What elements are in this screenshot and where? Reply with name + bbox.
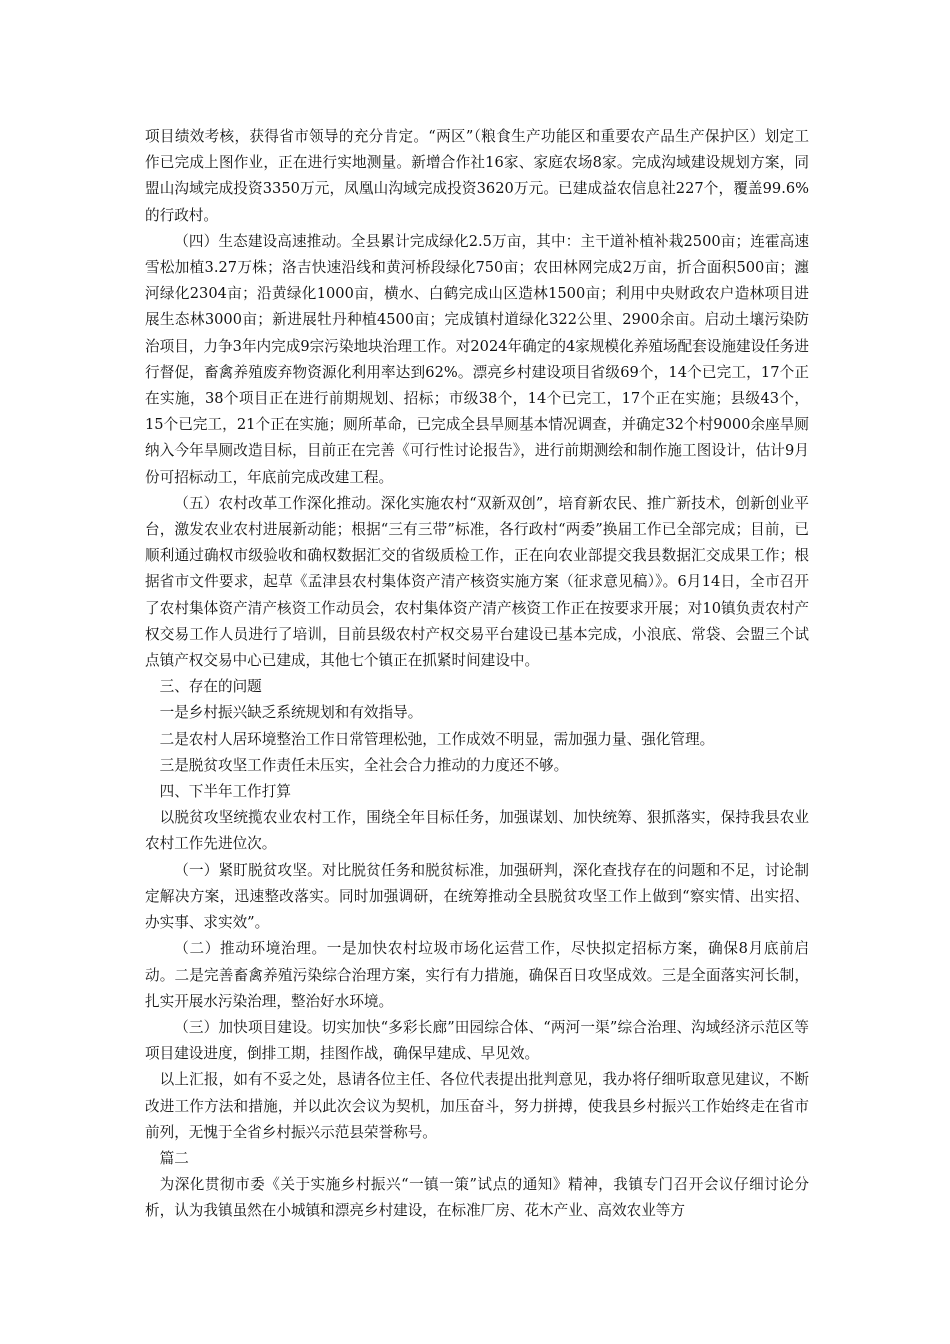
paragraph-intro-continued: 项目绩效考核，获得省市领导的充分肯定。“两区”（粮食生产功能区和重要农产品生产保护区）划定工作已完成上图作业，正在进行实地测量。新增合作社16家、家庭农场8家。完成沟域建设规划方案，同盟山沟域完成投资3350万元，凤凰山沟域完成投资3620万元。已建成益农信息社227个，覆盖99.6%的行政村。 (145, 128, 809, 224)
paragraph-rural-reform: （五）农村改革工作深化推动。深化实施农村“双新双创”，培育新农民、推广新技术，创新创业平台，激发农业农村进展新动能；根据“三有三带”标准，各行政村“两委”换届工作已全部完成；目前，已顺利通过确权市级验收和确权数据汇交的省级质检工作，正在向农业部提交我县数据汇交成果工作；根据省市文件要求，起草《孟津县农村集体资产清产核资实施方案（征求意见稿）》。6月14日，全市召开了农村集体资产清产核资工作动员会，农村集体资产清产核资工作正在按要求开展；对10镇负责农村产权交易工作人员进行了培训，目前县级农村产权交易平台建设已基本完成，小浪底、常袋、会盟三个试点镇产权交易中心已建成，其他七个镇正在抓紧时间建设中。 (145, 494, 809, 670)
document-body (145, 124, 809, 1225)
paragraph-plan-intro: 以脱贫攻坚统揽农业农村工作，围绕全年目标任务，加强谋划、加快统筹、狠抓落实，保持我县农业农村工作先进位次。 (145, 809, 809, 853)
problem-item-3: 三是脱贫攻坚工作责任未压实，全社会合力推动的力度还不够。 (159, 756, 569, 774)
plan-item-poverty: （一）紧盯脱贫攻坚。对比脱贫任务和脱贫标准，加强研判，深化查找存在的问题和不足，讨论制定解决方案，迅速整改落实。同时加强调研，在统筹推动全县脱贫攻坚工作上做到“察实情、出实招、办实事、求实效”。 (145, 861, 809, 932)
paragraph-closing: 以上汇报，如有不妥之处，恳请各位主任、各位代表提出批判意见，我办将仔细听取意见建议，不断改进工作方法和措施，并以此次会议为契机，加压奋斗，努力拼搏，使我县乡村振兴工作始终走在省市前列，无愧于全省乡村振兴示范县荣誉称号。 (145, 1071, 809, 1141)
problem-item-2: 二是农村人居环境整治工作日常管理松弛，工作成效不明显，需加强力量、强化管理。 (159, 730, 715, 748)
section-heading-part-two: 篇二 (159, 1149, 189, 1167)
paragraph-ecology: （四）生态建设高速推动。全县累计完成绿化2.5万亩，其中：主干道补植补栽2500亩；连霍高速雪松加植3.27万株；洛吉快速沿线和黄河桥段绿化750亩；农田林网完成2万亩，折合面积500亩；瀍河绿化2304亩；沿黄绿化1000亩，横水、白鹤完成山区造林1500亩；利用中央财政农户造林项目进展生态林3000亩；新进展牡丹种植4500亩；完成镇村道绿化322公里、2900余亩。启动土壤污染防治项目，力争3年内完成9宗污染地块治理工作。对2024年确定的4家规模化养殖场配套设施建设任务进行督促，畜禽养殖废弃物资源化利用率达到62%。漂亮乡村建设项目省级69个，14个已完工，17个正在实施，38个项目正在进行前期规划、招标；市级38个，14个已完工，17个正在实施；县级43个，15个已完工，21个正在实施；厕所革命，已完成全县旱厕基本情况调查，并确定32个村9000余座旱厕纳入今年旱厕改造目标，目前正在完善《可行性讨论报告》，进行前期测绘和制作施工图设计，估计9月份可招标动工，年底前完成改建工程。 (145, 232, 809, 486)
section-heading-plan: 四、下半年工作打算 (159, 783, 291, 801)
plan-item-environment: （二）推动环境治理。一是加快农村垃圾市场化运营工作，尽快拟定招标方案，确保8月底前启动。二是完善畜禽养殖污染综合治理方案，实行有力措施，确保百日攻坚成效。三是全面落实河长制，扎实开展水污染治理，整治好水环境。 (145, 940, 809, 1010)
section-heading-problems: 三、存在的问题 (159, 678, 262, 696)
problem-item-1: 一是乡村振兴缺乏系统规划和有效指导。 (159, 704, 423, 722)
paragraph-part-two-intro: 为深化贯彻市委《关于实施乡村振兴“一镇一策”试点的通知》精神，我镇专门召开会议仔细讨论分析，认为我镇虽然在小城镇和漂亮乡村建设，在标准厂房、花木产业、高效农业等方 (145, 1176, 809, 1220)
plan-item-projects: （三）加快项目建设。切实加快“多彩长廊”田园综合体、“两河一渠”综合治理、沟域经济示范区等项目建设进度，倒排工期，挂图作战，确保早建成、早见效。 (145, 1018, 809, 1063)
